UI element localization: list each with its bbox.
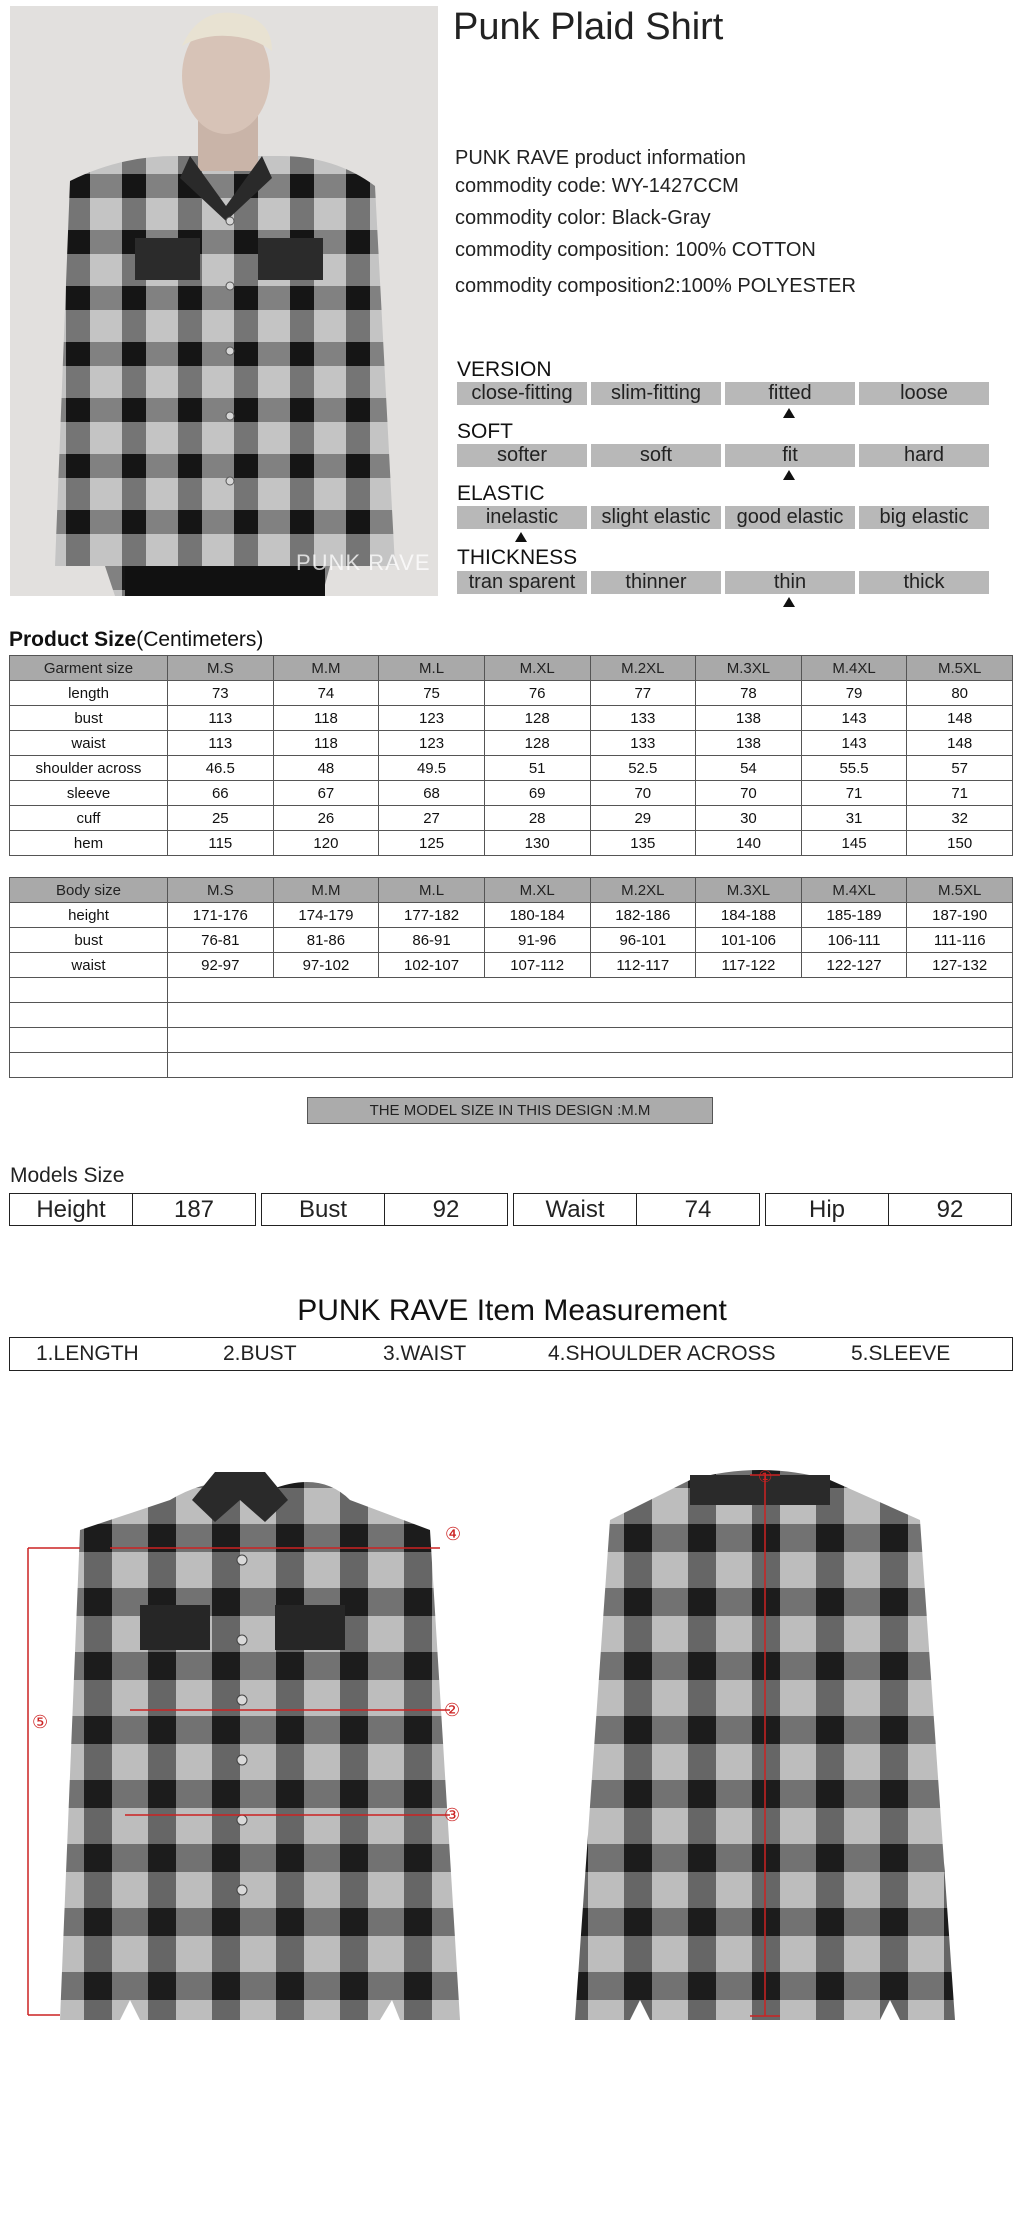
empty-row (10, 1053, 1013, 1078)
soft-label: SOFT (457, 420, 513, 443)
table-cell: 96-101 (590, 928, 696, 953)
models-size-pair (765, 1193, 1012, 1226)
models-size-value: 187 (132, 1194, 255, 1225)
table-row (10, 953, 1013, 978)
shirt-front-diagram (20, 1460, 480, 2040)
header-cell: M.XL (484, 656, 590, 681)
soft-option: hard (859, 444, 989, 467)
table-cell: 143 (801, 731, 907, 756)
thickness-selected-marker (783, 597, 795, 607)
table-cell: 133 (590, 731, 696, 756)
models-size-value: 92 (384, 1194, 507, 1225)
empty-cell (10, 978, 168, 1003)
table-cell: 123 (379, 731, 485, 756)
table-cell: 177-182 (379, 903, 485, 928)
table-cell: 148 (907, 731, 1013, 756)
table-cell: 150 (907, 831, 1013, 856)
table-row (10, 731, 1013, 756)
table-cell: 185-189 (801, 903, 907, 928)
elastic-option: slight elastic (591, 506, 721, 529)
table-header-row (10, 656, 1013, 681)
table-cell: 75 (379, 681, 485, 706)
product-size-label: Product Size (9, 628, 137, 651)
header-cell: M.3XL (696, 656, 802, 681)
header-cell: M.M (273, 878, 379, 903)
table-cell: 26 (273, 806, 379, 831)
elastic-option: good elastic (725, 506, 855, 529)
table-cell: 118 (273, 706, 379, 731)
table-cell: 113 (168, 706, 274, 731)
version-label: VERSION (457, 358, 552, 381)
table-cell: 182-186 (590, 903, 696, 928)
table-cell: 130 (484, 831, 590, 856)
table-cell: 107-112 (484, 953, 590, 978)
header-cell: M.3XL (696, 878, 802, 903)
table-cell: 92-97 (168, 953, 274, 978)
table-row (10, 806, 1013, 831)
measurement-item: 2.BUST (223, 1342, 297, 1365)
table-cell: 112-117 (590, 953, 696, 978)
marker-1: ① (758, 1467, 773, 1486)
elastic-scale (457, 506, 989, 529)
table-cell: 71 (801, 781, 907, 806)
empty-row (10, 1028, 1013, 1053)
table-cell: 73 (168, 681, 274, 706)
measurement-legend (9, 1337, 1013, 1371)
table-cell: 143 (801, 706, 907, 731)
header-cell: Body size (10, 878, 168, 903)
version-selected-marker (783, 408, 795, 418)
table-cell: 113 (168, 731, 274, 756)
table-cell: 51 (484, 756, 590, 781)
body-size-table (9, 877, 1013, 1078)
header-cell: M.L (379, 656, 485, 681)
empty-row (10, 978, 1013, 1003)
table-row (10, 756, 1013, 781)
models-size-value: 92 (888, 1194, 1011, 1225)
table-cell: length (10, 681, 168, 706)
elastic-selected-marker (515, 532, 527, 542)
info-heading: PUNK RAVE product information (455, 147, 746, 169)
table-cell: 76-81 (168, 928, 274, 953)
measurement-title: PUNK RAVE Item Measurement (297, 1294, 727, 1327)
table-cell: 123 (379, 706, 485, 731)
table-cell: 135 (590, 831, 696, 856)
table-cell: bust (10, 928, 168, 953)
table-cell: 180-184 (484, 903, 590, 928)
empty-cell (168, 978, 1013, 1003)
soft-option: softer (457, 444, 587, 467)
table-cell: 97-102 (273, 953, 379, 978)
table-cell: 128 (484, 706, 590, 731)
table-cell: 54 (696, 756, 802, 781)
table-cell: 55.5 (801, 756, 907, 781)
model-photo (10, 6, 438, 596)
table-cell: 29 (590, 806, 696, 831)
table-cell: 69 (484, 781, 590, 806)
table-cell: 48 (273, 756, 379, 781)
table-cell: bust (10, 706, 168, 731)
table-cell: waist (10, 953, 168, 978)
thickness-label: THICKNESS (457, 546, 578, 569)
table-cell: 187-190 (907, 903, 1013, 928)
header-cell: M.L (379, 878, 485, 903)
thickness-option: tran sparent (457, 571, 587, 594)
models-size-title: Models Size (10, 1164, 125, 1187)
table-cell: 102-107 (379, 953, 485, 978)
header-cell: M.XL (484, 878, 590, 903)
elastic-option: big elastic (859, 506, 989, 529)
shirt-back-diagram (560, 1460, 980, 2040)
table-cell: 68 (379, 781, 485, 806)
empty-cell (10, 1028, 168, 1053)
soft-option: soft (591, 444, 721, 467)
table-cell: 128 (484, 731, 590, 756)
header-cell: M.S (168, 878, 274, 903)
table-cell: 86-91 (379, 928, 485, 953)
table-cell: 27 (379, 806, 485, 831)
table-row (10, 681, 1013, 706)
table-cell: 106-111 (801, 928, 907, 953)
table-cell: 125 (379, 831, 485, 856)
table-row (10, 928, 1013, 953)
models-size-pair (261, 1193, 508, 1226)
models-size-pair (9, 1193, 256, 1226)
table-cell: 74 (273, 681, 379, 706)
table-cell: 70 (696, 781, 802, 806)
table-cell: 57 (907, 756, 1013, 781)
soft-scale (457, 444, 989, 467)
table-cell: 71 (907, 781, 1013, 806)
models-size-label: Hip (808, 1196, 845, 1223)
table-cell: 140 (696, 831, 802, 856)
table-cell: 111-116 (907, 928, 1013, 953)
table-row (10, 706, 1013, 731)
header-cell: M.2XL (590, 878, 696, 903)
table-cell: 52.5 (590, 756, 696, 781)
table-cell: 184-188 (696, 903, 802, 928)
commodity-color: commodity color: Black-Gray (455, 207, 711, 229)
table-cell: 171-176 (168, 903, 274, 928)
table-cell: waist (10, 731, 168, 756)
table-header-row (10, 878, 1013, 903)
table-cell: 67 (273, 781, 379, 806)
models-size-row (9, 1193, 1012, 1226)
models-size-label: Height (36, 1196, 106, 1223)
marker-4: ④ (445, 1524, 462, 1545)
table-cell: 80 (907, 681, 1013, 706)
table-cell: 133 (590, 706, 696, 731)
empty-row (10, 1003, 1013, 1028)
models-size-label: Bust (298, 1196, 348, 1223)
table-cell: 145 (801, 831, 907, 856)
table-cell: 79 (801, 681, 907, 706)
header-cell: M.5XL (907, 878, 1013, 903)
watermark: PUNK RAVE (296, 550, 431, 575)
table-cell: 127-132 (907, 953, 1013, 978)
header-cell: Garment size (10, 656, 168, 681)
header-cell: M.M (273, 656, 379, 681)
version-option: fitted (725, 382, 855, 405)
models-size-label: Waist (545, 1196, 605, 1223)
models-size-value: 74 (636, 1194, 759, 1225)
table-cell: 28 (484, 806, 590, 831)
table-cell: 30 (696, 806, 802, 831)
table-cell: 138 (696, 731, 802, 756)
table-cell: hem (10, 831, 168, 856)
marker-2: ② (444, 1700, 461, 1721)
table-cell: 46.5 (168, 756, 274, 781)
table-cell: 115 (168, 831, 274, 856)
measurement-item: 3.WAIST (383, 1342, 467, 1365)
empty-cell (168, 1003, 1013, 1028)
version-scale (457, 382, 989, 405)
marker-5: ⑤ (32, 1712, 49, 1733)
product-title: Punk Plaid Shirt (453, 6, 724, 48)
elastic-label: ELASTIC (457, 482, 545, 505)
table-cell: 31 (801, 806, 907, 831)
table-cell: 76 (484, 681, 590, 706)
models-size-pair (513, 1193, 760, 1226)
table-cell: 32 (907, 806, 1013, 831)
thickness-option: thinner (591, 571, 721, 594)
table-cell: 120 (273, 831, 379, 856)
table-cell: 118 (273, 731, 379, 756)
thickness-option: thin (725, 571, 855, 594)
table-cell: 66 (168, 781, 274, 806)
table-cell: sleeve (10, 781, 168, 806)
header-cell: M.2XL (590, 656, 696, 681)
measurement-item: 5.SLEEVE (851, 1342, 951, 1365)
table-cell: 148 (907, 706, 1013, 731)
table-row (10, 781, 1013, 806)
version-option: slim-fitting (591, 382, 721, 405)
table-cell: 81-86 (273, 928, 379, 953)
commodity-composition: commodity composition: 100% COTTON (455, 239, 816, 261)
table-cell: 138 (696, 706, 802, 731)
header-cell: M.4XL (801, 878, 907, 903)
product-size-title (9, 628, 263, 652)
soft-option: fit (725, 444, 855, 467)
table-cell: height (10, 903, 168, 928)
thickness-scale (457, 571, 989, 594)
table-cell: 122-127 (801, 953, 907, 978)
empty-cell (10, 1053, 168, 1078)
table-cell: cuff (10, 806, 168, 831)
header-cell: M.S (168, 656, 274, 681)
product-size-table (9, 655, 1013, 856)
table-cell: shoulder across (10, 756, 168, 781)
commodity-code: commodity code: WY-1427CCM (455, 175, 739, 197)
version-option: loose (859, 382, 989, 405)
table-row (10, 831, 1013, 856)
table-cell: 101-106 (696, 928, 802, 953)
table-cell: 25 (168, 806, 274, 831)
model-size-note: THE MODEL SIZE IN THIS DESIGN :M.M (307, 1097, 713, 1124)
table-cell: 117-122 (696, 953, 802, 978)
measurement-item: 1.LENGTH (36, 1342, 139, 1365)
table-cell: 174-179 (273, 903, 379, 928)
table-row (10, 903, 1013, 928)
soft-selected-marker (783, 470, 795, 480)
empty-cell (168, 1053, 1013, 1078)
product-size-unit: (Centimeters) (136, 628, 264, 651)
version-option: close-fitting (457, 382, 587, 405)
table-cell: 91-96 (484, 928, 590, 953)
measurement-item: 4.SHOULDER ACROSS (548, 1342, 776, 1365)
product-info (455, 142, 856, 302)
empty-cell (10, 1003, 168, 1028)
table-cell: 49.5 (379, 756, 485, 781)
table-cell: 70 (590, 781, 696, 806)
header-cell: M.5XL (907, 656, 1013, 681)
thickness-option: thick (859, 571, 989, 594)
commodity-composition2: commodity composition2:100% POLYESTER (455, 275, 856, 297)
marker-3: ③ (444, 1805, 461, 1826)
table-cell: 77 (590, 681, 696, 706)
table-cell: 78 (696, 681, 802, 706)
header-cell: M.4XL (801, 656, 907, 681)
elastic-option: inelastic (457, 506, 587, 529)
empty-cell (168, 1028, 1013, 1053)
